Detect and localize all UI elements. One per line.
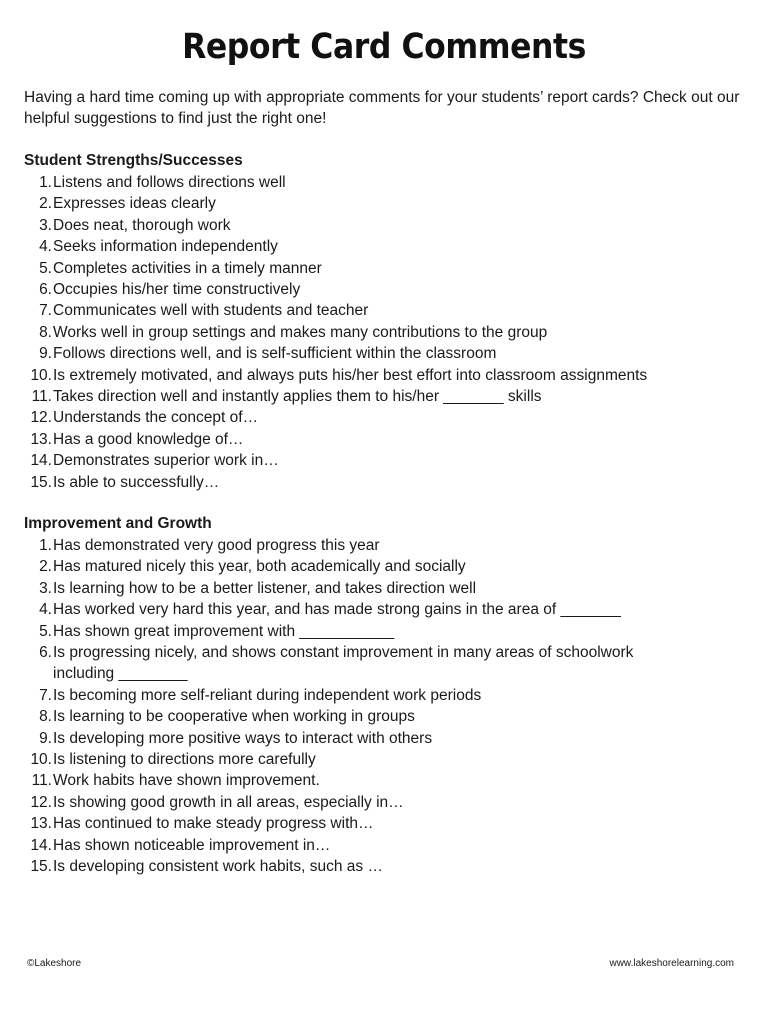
list-item-text: Has demonstrated very good progress this year <box>53 537 380 554</box>
page-title: Report Card Comments <box>182 27 586 67</box>
list-item-number: 14. <box>30 452 52 470</box>
list-item <box>24 578 744 599</box>
list-item <box>24 172 744 193</box>
list-item-text-block <box>52 236 744 257</box>
list-item-text-block <box>52 258 744 279</box>
list-item-text-block <box>52 322 744 343</box>
list-item-number: 13. <box>30 430 52 448</box>
list-item <box>24 728 744 749</box>
list-item-number: 1. <box>39 537 52 554</box>
list-item-number: 9. <box>39 345 52 363</box>
list-item <box>24 556 744 577</box>
list-item <box>24 706 744 727</box>
list-item-text: Is developing more positive ways to interact with others <box>53 729 433 747</box>
list-item <box>24 386 744 407</box>
list-item-text-block <box>52 450 744 471</box>
list-item-text: Is listening to directions more carefully <box>53 751 316 769</box>
list-item <box>24 770 744 791</box>
list-item-text: Occupies his/her time constructively <box>53 281 301 299</box>
list-item-text: Follows directions well, and is self-sufficient within the classroom <box>53 345 497 363</box>
list-item <box>24 856 744 877</box>
list-item-number: 11. <box>31 772 52 790</box>
list-item-number: 8. <box>39 323 52 341</box>
list-item-number: 11. <box>31 388 52 406</box>
list-item-text: Listens and follows directions well <box>53 174 286 191</box>
list-item-text-block <box>52 215 744 236</box>
list-item-text-block <box>52 386 744 407</box>
list-item-number: 10. <box>30 366 52 384</box>
list-item-number: 10. <box>30 751 52 769</box>
list-item-text-block <box>52 556 744 577</box>
list-item-number: 3. <box>39 216 52 234</box>
list-item-text-block <box>52 770 744 791</box>
list-item-text-block <box>52 728 744 749</box>
list-item-text: Is showing good growth in all areas, especially in… <box>53 793 404 811</box>
list-item-text-block <box>52 300 744 321</box>
list-item-number: 8. <box>39 708 52 726</box>
improvement-list <box>24 535 744 878</box>
list-item-text: Has matured nicely this year, both academically and socially <box>53 558 466 576</box>
list-item-text-continued: including ________ <box>53 665 188 683</box>
list-item-text: Is progressing nicely, and shows constant improvement in many areas of schoolwork <box>53 644 634 662</box>
list-item-text: Is extremely motivated, and always puts his/her best effort into classroom assignments <box>53 366 648 384</box>
list-item <box>24 279 744 300</box>
list-item-text: Is learning to be cooperative when working in groups <box>53 708 415 726</box>
list-item-number: 6. <box>39 281 52 299</box>
list-item-number: 7. <box>39 302 52 320</box>
list-item <box>24 215 744 236</box>
footer-website: www.lakeshorelearning.com <box>609 958 734 969</box>
list-item-text-block <box>52 343 744 364</box>
list-item-text-block <box>52 578 744 599</box>
list-item-text: Is learning how to be a better listener, and takes direction well <box>53 579 477 597</box>
list-item-text-block <box>52 621 744 642</box>
list-item-text-block <box>52 472 744 493</box>
intro-paragraph: Having a hard time coming up with appropriate comments for your students’ report cards? Check out our helpful suggestions to find just the right one! <box>24 89 740 127</box>
list-item-number: 12. <box>30 793 52 811</box>
list-item-text: Takes direction well and instantly applies them to his/her _______ skills <box>53 388 542 406</box>
list-item-number: 12. <box>30 409 52 427</box>
list-item-text: Demonstrates superior work in… <box>53 452 279 470</box>
list-item <box>24 749 744 770</box>
list-item-text: Has continued to make steady progress with… <box>53 815 374 833</box>
list-item <box>24 429 744 450</box>
list-item <box>24 193 744 214</box>
list-item-number: 4. <box>39 238 52 256</box>
list-item-text-block <box>52 279 744 300</box>
list-item-text-block <box>52 792 744 813</box>
list-item <box>24 450 744 471</box>
list-item-text: Has shown noticeable improvement in… <box>53 836 331 854</box>
list-item-number: 1. <box>39 174 52 191</box>
list-item-number: 3. <box>39 579 52 597</box>
list-item-text-block <box>52 685 744 706</box>
list-item <box>24 343 744 364</box>
list-item-text-block <box>52 535 744 556</box>
list-item <box>24 236 744 257</box>
list-item-text-block <box>52 813 744 834</box>
list-item-number: 9. <box>39 729 52 747</box>
list-item <box>24 621 744 642</box>
list-item-text-block <box>52 429 744 450</box>
list-item-number: 5. <box>39 259 52 277</box>
list-item <box>24 835 744 856</box>
list-item <box>24 322 744 343</box>
list-item-number: 15. <box>30 473 52 491</box>
list-item-text: Has shown great improvement with ___________ <box>53 622 395 640</box>
list-item-number: 2. <box>39 195 52 213</box>
list-item-text: Seeks information independently <box>53 238 278 256</box>
list-item-text: Is able to successfully… <box>53 473 220 491</box>
list-item-text-block <box>52 407 744 428</box>
list-item <box>24 407 744 428</box>
strengths-list <box>24 172 744 493</box>
list-item-text: Completes activities in a timely manner <box>53 259 322 277</box>
list-item-text-block <box>52 172 744 193</box>
list-item-number: 7. <box>39 686 52 704</box>
list-item-text: Understands the concept of… <box>53 409 259 427</box>
list-item-text-block <box>52 365 744 386</box>
list-item <box>24 685 744 706</box>
list-item-number: 6. <box>39 644 52 662</box>
list-item <box>24 642 744 685</box>
list-item <box>24 813 744 834</box>
list-item-text: Expresses ideas clearly <box>53 195 216 213</box>
list-item <box>24 792 744 813</box>
list-item-text-block <box>52 835 744 856</box>
list-item-number: 15. <box>30 858 52 876</box>
list-item-text-block <box>52 599 744 620</box>
list-item-text: Has worked very hard this year, and has made strong gains in the area of _______ <box>53 601 621 619</box>
list-item-number: 14. <box>30 836 52 854</box>
list-item-text: Communicates well with students and teacher <box>53 302 369 320</box>
list-item-text: Does neat, thorough work <box>53 216 231 234</box>
section-heading-improvement: Improvement and Growth <box>24 515 212 532</box>
list-item <box>24 258 744 279</box>
list-item-number: 2. <box>39 558 52 576</box>
list-item-text-block <box>52 856 744 877</box>
list-item <box>24 599 744 620</box>
list-item-text: Is developing consistent work habits, such as … <box>53 858 383 876</box>
list-item-text-block <box>52 749 744 770</box>
list-item <box>24 472 744 493</box>
list-item-text-block <box>52 642 744 685</box>
list-item-text-block <box>52 706 744 727</box>
list-item-text-block <box>52 193 744 214</box>
list-item-text: Has a good knowledge of… <box>53 430 244 448</box>
list-item <box>24 535 744 556</box>
section-heading-strengths: Student Strengths/Successes <box>24 152 243 169</box>
list-item <box>24 365 744 386</box>
footer-copyright: ©Lakeshore <box>27 958 82 969</box>
list-item-text: Work habits have shown improvement. <box>53 772 320 790</box>
list-item-number: 5. <box>39 622 52 640</box>
list-item-number: 13. <box>30 815 52 833</box>
list-item-number: 4. <box>39 601 52 619</box>
list-item-text: Works well in group settings and makes many contributions to the group <box>53 323 548 341</box>
list-item <box>24 300 744 321</box>
list-item-text: Is becoming more self-reliant during independent work periods <box>53 686 482 704</box>
